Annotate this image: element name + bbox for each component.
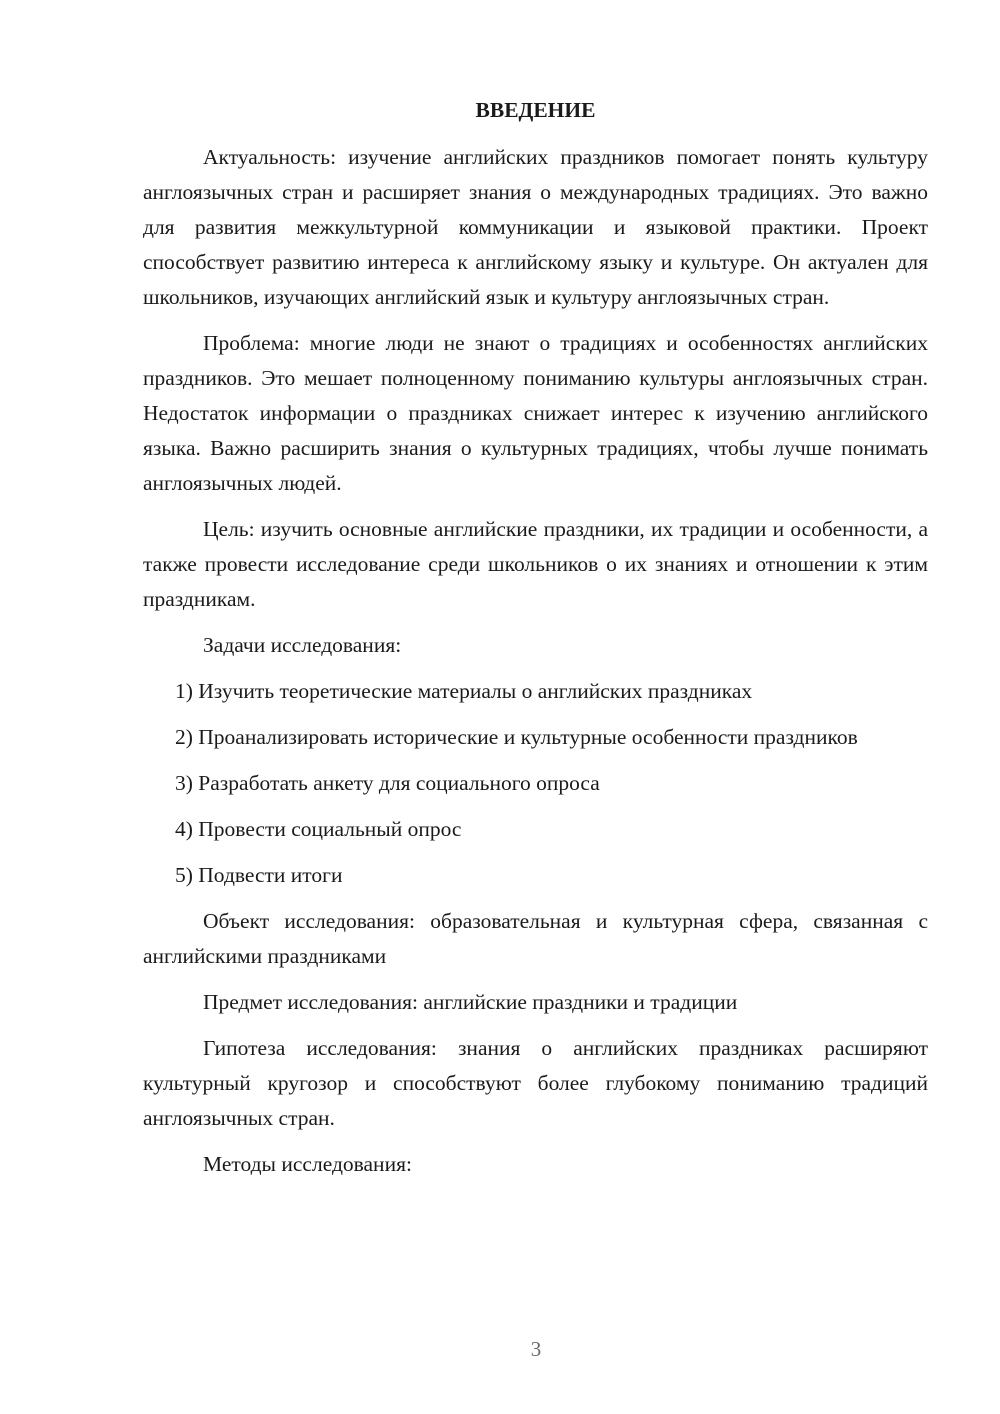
task-item: 2) Проанализировать исторические и культурные особенности праздников bbox=[175, 725, 858, 749]
page-title: ВВЕДЕНИЕ bbox=[475, 98, 596, 122]
relevance-paragraph: Актуальность: изучение английских праздников помогает понять культуру англоязычных стран и расширяет знания о международных традициях. Это важно для развития межкультурной коммуникации и языковой практики. Проект способствует развитию интереса к английскому языку и культуре. Он актуален для школьников, изучающих английский язык и культуру англоязычных стран. bbox=[143, 145, 928, 309]
hypothesis-paragraph: Гипотеза исследования: знания о английских праздниках расширяют культурный кругозор и способствуют более глубокому пониманию традиций англоязычных стран. bbox=[143, 1036, 928, 1130]
task-item: 5) Подвести итоги bbox=[175, 863, 343, 887]
methods-paragraph: Методы исследования: bbox=[203, 1152, 412, 1176]
subject-paragraph: Предмет исследования: английские праздники и традиции bbox=[203, 990, 738, 1014]
page-number: 3 bbox=[530, 1337, 542, 1361]
object-paragraph: Объект исследования: образовательная и культурная сфера, связанная с английскими праздниками bbox=[143, 909, 928, 968]
problem-paragraph: Проблема: многие люди не знают о традициях и особенностях английских праздников. Это мешает полноценному пониманию культуры англоязычных стран. Недостаток информации о праздниках снижает интерес к изучению английского языка. Важно расширить знания о культурных традициях, чтобы лучше понимать англоязычных людей. bbox=[143, 331, 928, 495]
tasks-heading: Задачи исследования: bbox=[203, 633, 402, 657]
task-item: 1) Изучить теоретические материалы о английских праздниках bbox=[175, 679, 753, 703]
goal-paragraph: Цель: изучить основные английские праздники, их традиции и особенности, а также провести исследование среди школьников о их знаниях и отношении к этим праздникам. bbox=[143, 517, 928, 611]
document-body bbox=[143, 93, 928, 1193]
task-item: 3) Разработать анкету для социального опроса bbox=[175, 771, 600, 795]
task-item: 4) Провести социальный опрос bbox=[175, 817, 462, 841]
